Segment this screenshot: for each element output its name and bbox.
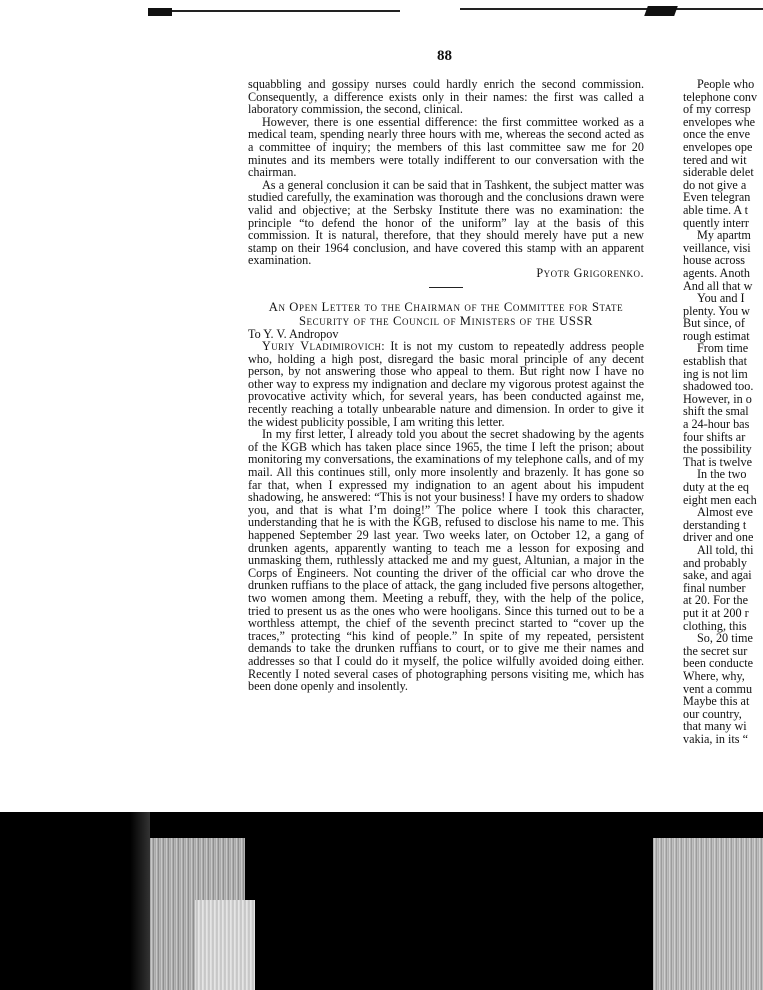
right-column-line: vent a commu (683, 681, 753, 696)
letter-paragraph (248, 340, 644, 428)
letter-paragraph: In my first letter, I already told you about the secret shadowing by the agents of the KGB which has taken place since 1965, the time I left the prison; about monitoring my conversations, the examinations of my telephone calls, and of my mail. All this continues still, only more insolently and brazenly. It has gone so far that, when I expressed my indignation to an agent about his impudent shadowing, he answered: “This is not your business! I have my orders to shadow you, and that is what I’m doing!” The police where I took this character, understanding that he is with the KGB, refused to disclose his name to me. This happened September 29 last year. Two weeks later, on October 12, a gang of drunken agents, apparently wanting to teach me a lesson for exposing and unmasking them, ruthlessly attacked me and my guest, Altunian, a major in the Corps of Engineers. Not counting the driver of the official car who drove the drunken ruffians to the place of attack, the gang included five persons altogether, two women among them. Meeting a rebuff, they, with the help of the police, tried to present us as the ones who were hooligans. Since this turned out to be a worthless attempt, the chief of the seventh precinct started to “cover up the traces,” protecting “his kind of people.” In spite of my repeated, persistent demands to take the drunken ruffians to court, or to give me their names and addresses so that I could do it myself, the police wilfully avoided doing either. Recently I noted several cases of photographing persons visiting me, which has been done openly and insolently. (248, 427, 644, 694)
right-column-line: clothing, this (683, 618, 747, 633)
right-column-line: vakia, in its “ (683, 731, 748, 746)
page-number: 88 (437, 48, 452, 64)
addressee: To Y. V. Andropov (248, 326, 339, 341)
right-column-line: shift the smal (683, 404, 749, 419)
right-column-line: siderable delet (683, 165, 754, 180)
right-column-line: People who (697, 78, 755, 91)
right-column-line: and probably (683, 555, 747, 570)
scan-bottom-left-edge (0, 812, 150, 838)
right-column-line: eight men each (683, 492, 757, 507)
top-rule-right (460, 8, 763, 10)
right-column-line: You and I (697, 291, 745, 306)
right-column-line: However, in o (683, 391, 752, 406)
right-column-line: been conducte (683, 656, 754, 671)
right-column-line: envelopes ope (683, 139, 753, 154)
right-column-line: put it at 200 r (683, 605, 749, 620)
right-column-line: All told, thi (697, 542, 754, 557)
scan-mark-right (644, 6, 678, 16)
letter-paragraph-text: It is not my custom to repeatedly address people who, holding a high post, disregard the basic moral principle of any decent person, by not answering those who appeal to them. But right now I have no other way to express my indignation and declare my vigorous protest against the provocative activity which, for several years, has been conducted against me, recently reaching a totally unbearable nature and dimension. In order to give it the widest publicity possible, I am writing this letter. (248, 339, 645, 429)
right-column-line: Where, why, (683, 668, 745, 683)
right-column-line: quently interr (683, 215, 749, 230)
right-column-line: Even telegran (683, 190, 751, 205)
right-column-line: derstanding t (683, 517, 747, 532)
right-column-line: rough estimat (683, 328, 750, 343)
right-column-line: of my corresp (683, 102, 751, 117)
right-column-line: at 20. For the (683, 593, 748, 608)
right-column-line: a 24-hour bas (683, 417, 750, 432)
signature: Pyotr Grigorenko. (536, 265, 644, 280)
right-column-line: That is twelve (683, 454, 753, 469)
paragraph: However, there is one essential difference: the first committee worked as a medical team, spending nearly three hours with me, whereas the second acted as a committee of inquiry; the members of this last committee saw me for 20 minutes and its members were totally indifferent to our conversation with the chairman. (248, 114, 644, 180)
right-column-line: ing is not lim (683, 366, 748, 381)
right-column-line: Maybe this at (683, 694, 750, 709)
scan-bottom-dark-area (0, 812, 763, 990)
scan-mark-left (148, 8, 172, 16)
right-column-line: So, 20 time (697, 631, 753, 646)
right-column-line: sake, and agai (683, 568, 752, 583)
section-divider-rule (429, 287, 463, 288)
right-column-line: plenty. You w (683, 303, 750, 318)
scan-noise-right (653, 838, 763, 990)
right-column-line: shadowed too. (683, 379, 754, 394)
right-column-line: But since, of (683, 316, 745, 331)
paragraph: squabbling and gossipy nurses could hardly enrich the second commission. Consequently, a difference exists only in their names: the first was called a laboratory commission, the second, clinical. (248, 77, 644, 117)
right-column-line: driver and one (683, 530, 754, 545)
right-column-line: able time. A t (683, 202, 748, 217)
paragraph: As a general conclusion it can be said that in Tashkent, the subject matter was studied carefully, the examination was thorough and the conclusions drawn were valid and objective; at the Serbsky Institute there was no examination: the principle “to defend the honor of the uniform” lay at the basis of this commission. It is natural, therefore, that they should merely have put a new stamp on their 1964 conclusion, and have covered this stamp with an apparent examination. (248, 177, 644, 268)
scan-noise-left-inner (195, 900, 255, 990)
left-column (248, 78, 644, 693)
right-column-line: that many wi (683, 719, 747, 734)
right-column-line: four shifts ar (683, 429, 746, 444)
right-column-line: our country, (683, 706, 742, 721)
letter-heading: An Open Letter to the Chairman of the Committee for State Security of the Council of Ministers of the USSR (268, 299, 624, 328)
right-column-line: final number (683, 580, 746, 595)
right-column-line: the secret sur (683, 643, 748, 658)
right-column-line: From time (697, 341, 749, 356)
right-column-line: In the two (697, 467, 747, 482)
right-column-line: house across (683, 253, 745, 268)
right-column-line: And all that w (683, 278, 753, 293)
right-column-line: duty at the eq (683, 480, 749, 494)
right-column-line: do not give a (683, 177, 747, 192)
right-column-line: the possibility (683, 442, 752, 457)
right-column-line: agents. Anoth (683, 265, 751, 280)
right-column-line: once the enve (683, 127, 750, 142)
scan-shadow (130, 812, 150, 990)
salutation: Yuriy Vladimirovich: (262, 339, 386, 354)
right-column-line: envelopes whe (683, 114, 756, 129)
right-column-cropped (683, 78, 763, 745)
right-column-line: Almost eve (697, 505, 753, 520)
right-column-line: My apartm (697, 228, 751, 243)
right-column-line: establish that (683, 354, 747, 369)
top-rule-left (150, 10, 400, 12)
right-column-line: veillance, visi (683, 240, 751, 255)
right-column-line: tered and wit (683, 152, 747, 167)
section-spacer (248, 280, 644, 300)
right-column-line: telephone conv (683, 89, 758, 104)
